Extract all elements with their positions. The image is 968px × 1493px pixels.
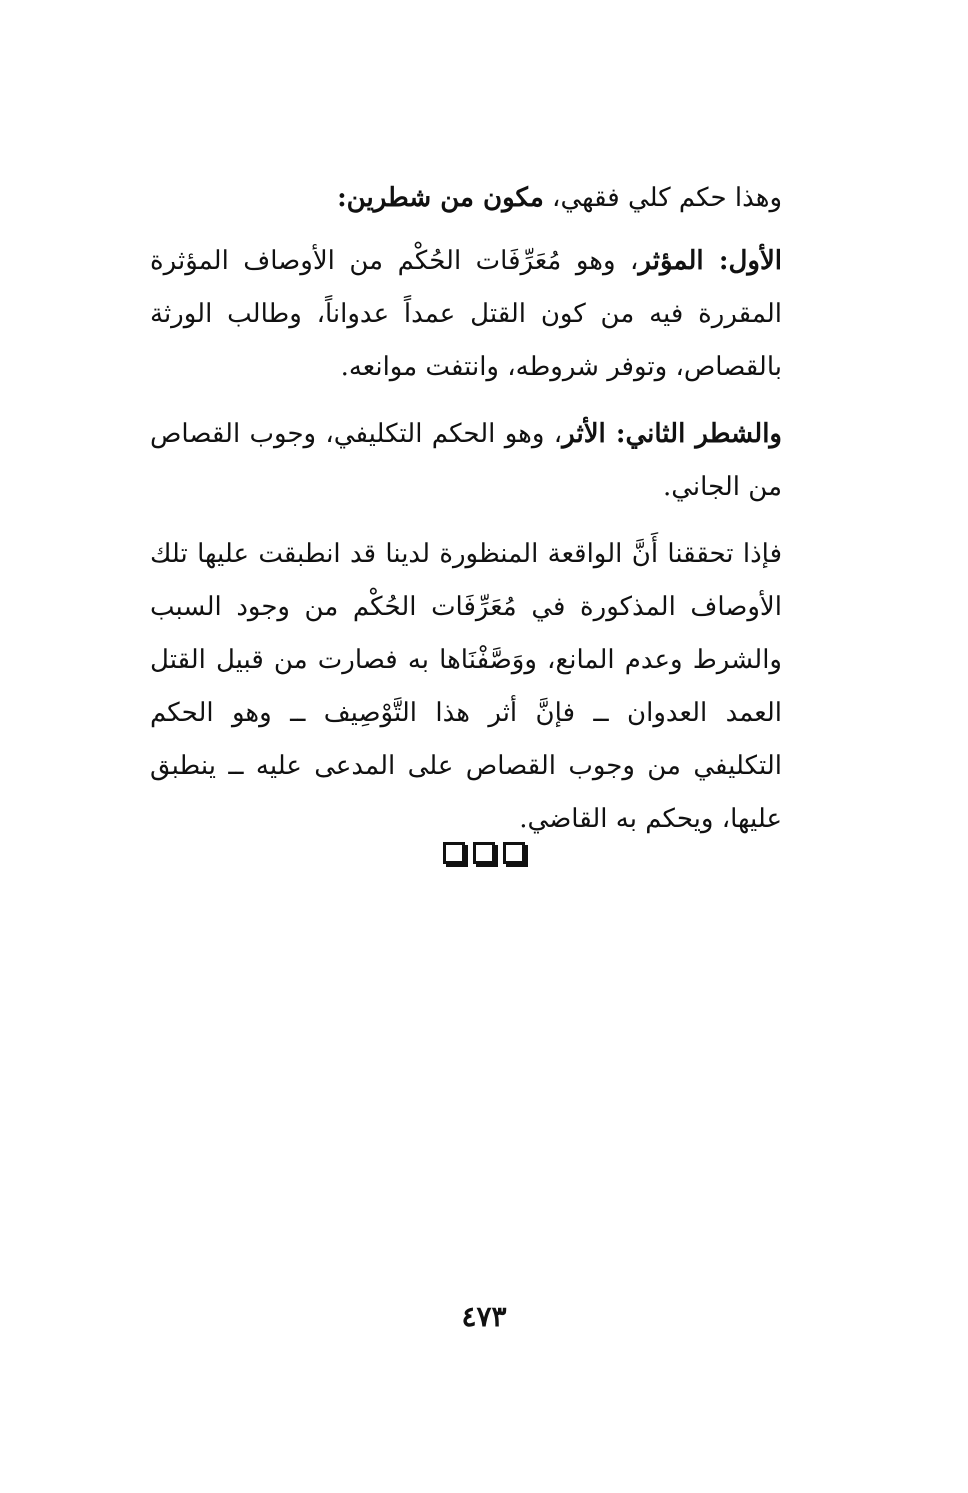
square-icon bbox=[443, 842, 465, 864]
lead-bold-text: مكون من شطرين: bbox=[337, 183, 544, 213]
square-icon bbox=[503, 842, 525, 864]
second-part-text: ، وهو الحكم التكليفي، وجوب القصاص من الجاني. bbox=[150, 419, 782, 502]
second-part-heading: والشطر الثاني: الأثر bbox=[562, 419, 782, 449]
first-part-text: ، وهو مُعَرِّفَات الحُكْم من الأوصاف المؤثرة المقررة فيه من كون القتل عمداً عدواناً، وطالب الورثة بالقصاص، وتوفر شروطه، وانتفت موانعه. bbox=[150, 246, 782, 382]
body-text bbox=[150, 172, 782, 846]
paragraph-second-part bbox=[150, 408, 782, 514]
paragraph-first-part bbox=[150, 235, 782, 394]
square-icon bbox=[473, 842, 495, 864]
page-number: ٤٧٣ bbox=[461, 1300, 507, 1333]
section-separator bbox=[0, 842, 968, 864]
lead-plain-text: وهذا حكم كلي فقهي، bbox=[543, 183, 782, 213]
first-part-heading: الأول: المؤثر bbox=[638, 246, 782, 276]
conclusion-text: فإذا تحققنا أَنَّ الواقعة المنظورة لدينا قد انطبقت عليها تلك الأوصاف المذكورة في مُعَرِّفَات الحُكْم من وجود السبب والشرط وعدم المانع، ووَصَّفْنَاها به فصارت من قبيل القتل العمد العدوان ــ فإنَّ أثر هذا التَّوْصِيف ــ وهو الحكم التكليفي من وجوب القصاص على المدعى عليه ــ ينطبق عليها، ويحكم به القاضي. bbox=[150, 539, 782, 834]
lead-paragraph bbox=[150, 172, 782, 225]
paragraph-conclusion bbox=[150, 528, 782, 846]
